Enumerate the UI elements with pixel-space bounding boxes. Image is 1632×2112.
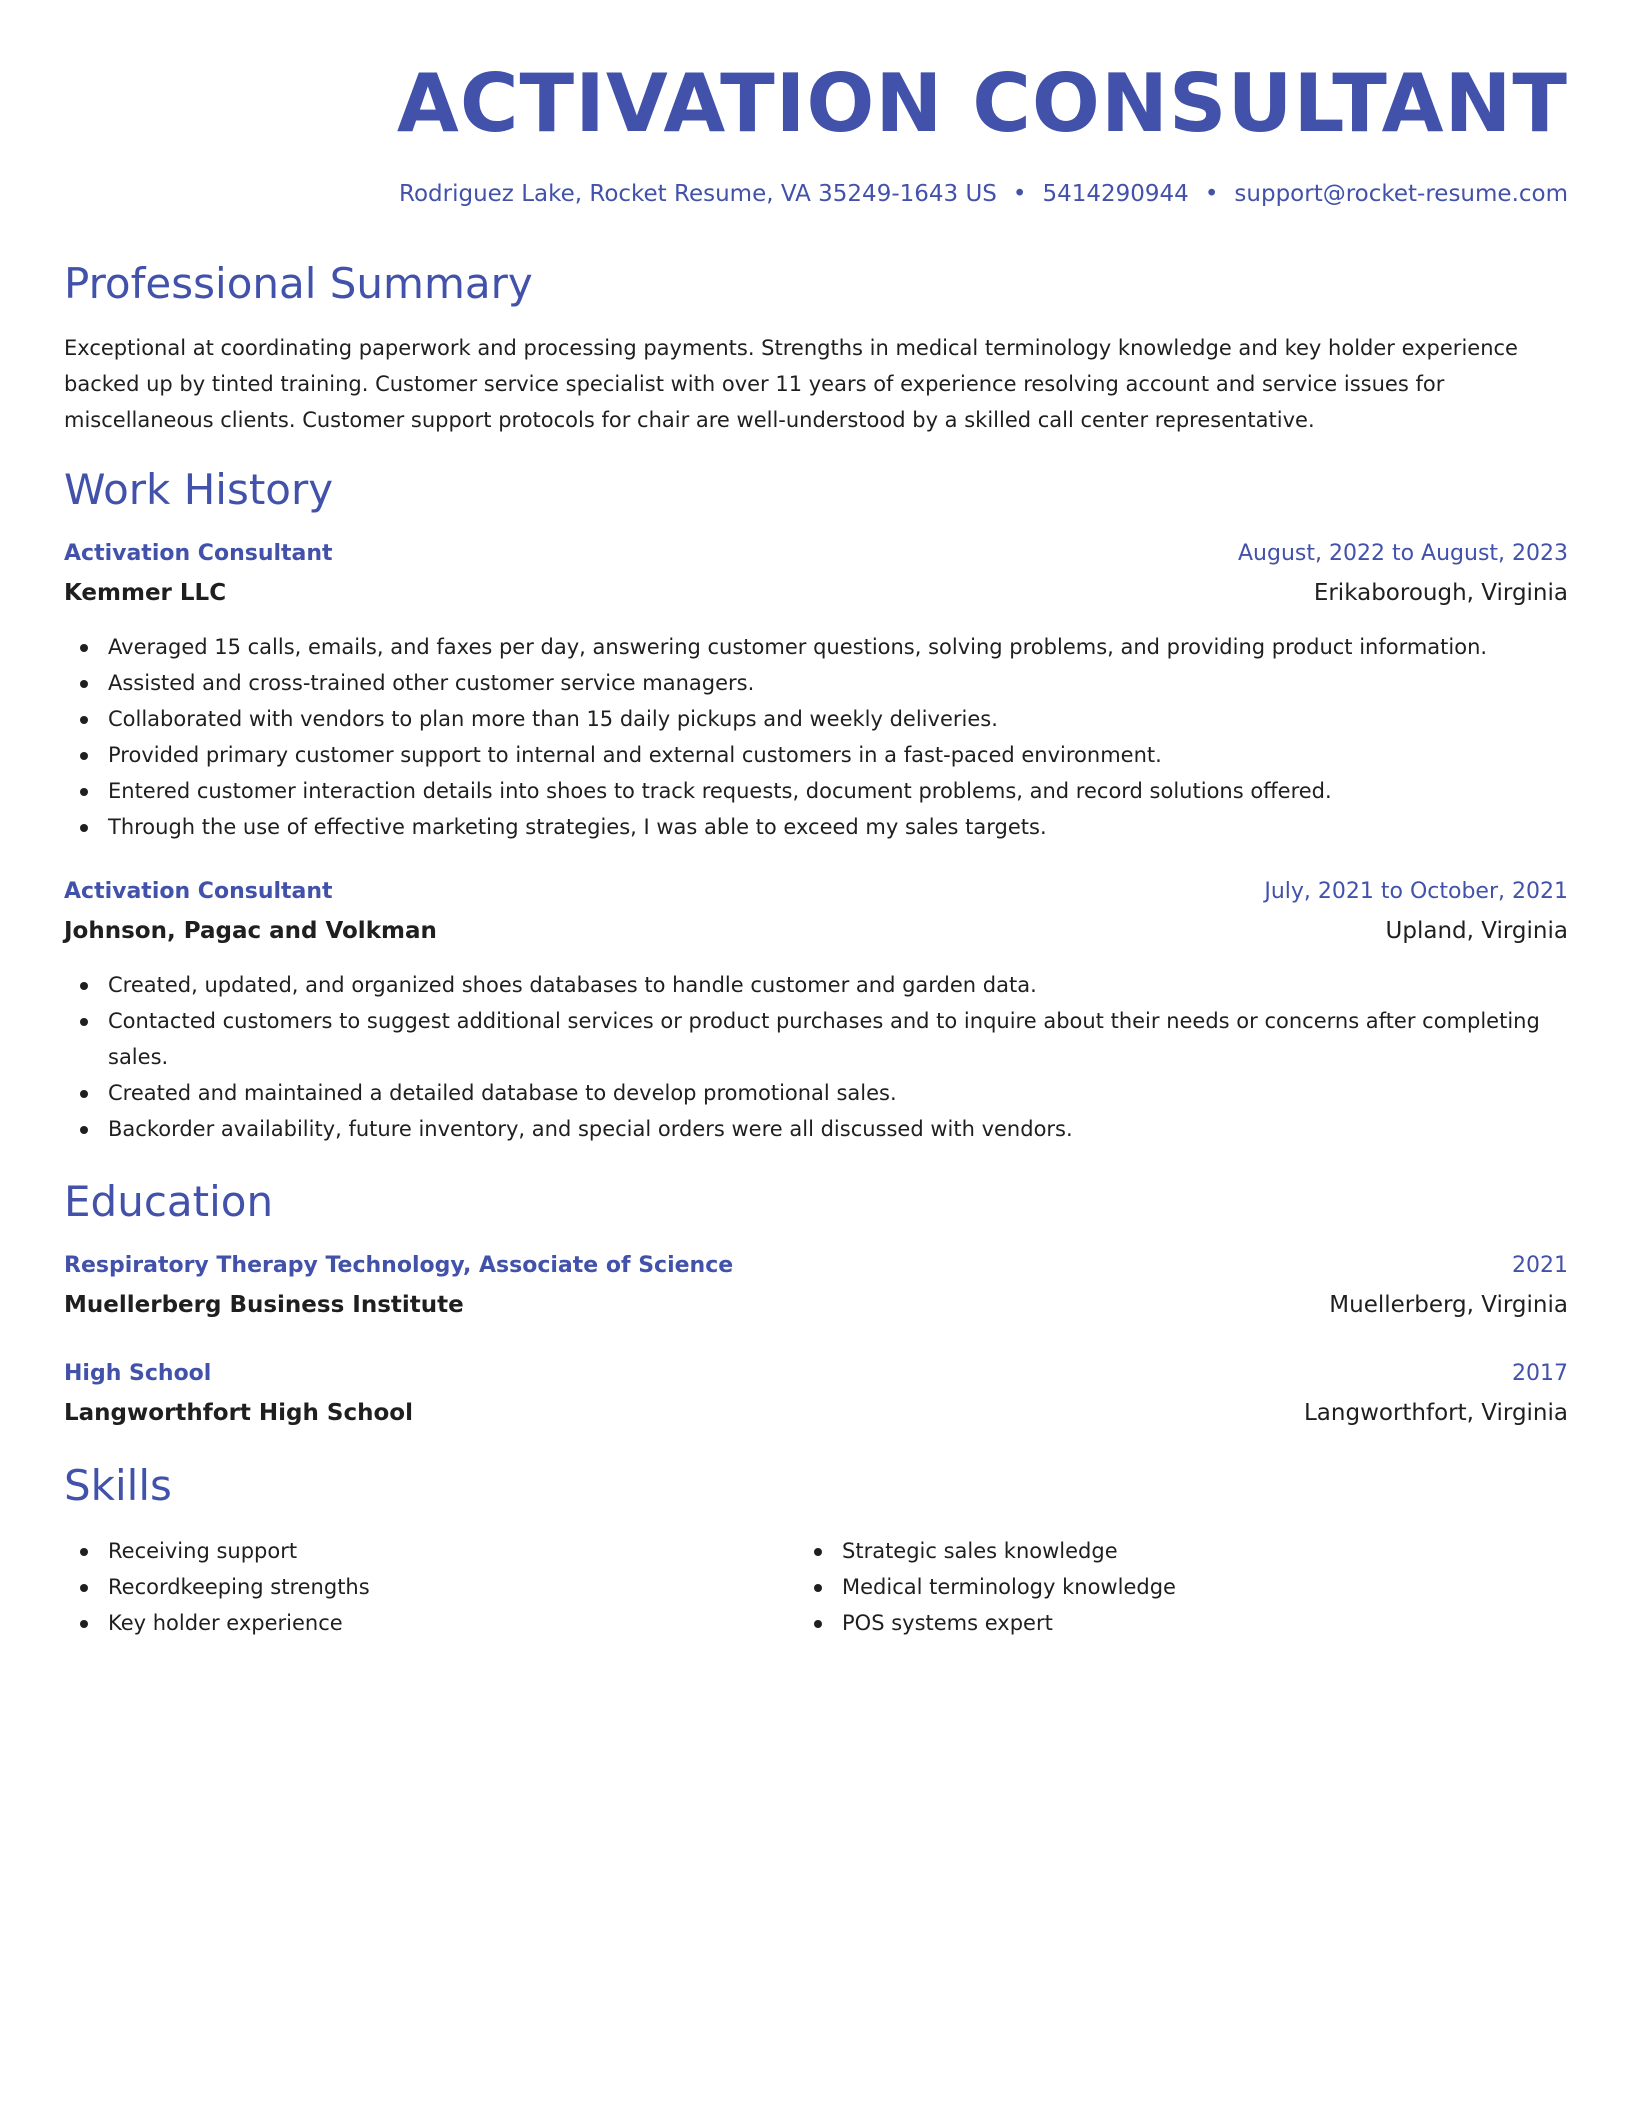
job-title-row — [64, 538, 1568, 570]
skill-item: Key holder experience — [64, 1605, 370, 1641]
job-role: Activation Consultant — [64, 541, 333, 566]
list-item: Assisted and cross-trained other customer service managers. — [64, 665, 1568, 701]
summary-paragraph: Exceptional at coordinating paperwork and processing payments. Strengths in medical terminology knowledge and key holder experience backed up by tinted training. Customer service specialist with over 11 years of experience resolving account and service issues for miscellaneous clients. Customer support protocols for chair are well-understood by a skilled call center representative. — [64, 336, 1518, 432]
contact-separator: • — [1012, 181, 1027, 207]
skill-item: POS systems expert — [798, 1605, 1176, 1641]
work-history-heading: Work History — [64, 465, 334, 514]
contact-separator: • — [1204, 181, 1219, 207]
education-school: Muellerberg Business Institute — [64, 1292, 464, 1318]
education-location: Muellerberg, Virginia — [1329, 1292, 1568, 1318]
job-role: Activation Consultant — [64, 879, 333, 904]
address-text: Rodriguez Lake, Rocket Resume, VA 35249-1643 US — [399, 181, 997, 207]
job-title-row — [64, 876, 1568, 908]
education-title-row — [64, 1358, 1568, 1390]
candidate-title: ACTIVATION CONSULTANT — [396, 57, 1568, 150]
list-item: Averaged 15 calls, emails, and faxes per day, answering customer questions, solving problems, and providing product information. — [64, 629, 1568, 665]
skill-item: Medical terminology knowledge — [798, 1569, 1176, 1605]
education-degree: Respiratory Therapy Technology, Associate of Science — [64, 1253, 734, 1278]
list-item: Created and maintained a detailed database to develop promotional sales. — [64, 1075, 1568, 1111]
education-location: Langworthfort, Virginia — [1303, 1400, 1568, 1426]
list-item: Provided primary customer support to internal and external customers in a fast-paced environment. — [64, 737, 1568, 773]
list-item: Collaborated with vendors to plan more than 15 daily pickups and weekly deliveries. — [64, 701, 1568, 737]
education-heading: Education — [64, 1177, 274, 1226]
job-company: Johnson, Pagac and Volkman — [64, 918, 437, 944]
job-location: Upland, Virginia — [1385, 918, 1568, 944]
education-school: Langworthfort High School — [64, 1400, 413, 1426]
list-item: Entered customer interaction details into shoes to track requests, document problems, and record solutions offered. — [64, 773, 1568, 809]
skills-heading: Skills — [64, 1461, 172, 1510]
list-item: Created, updated, and organized shoes databases to handle customer and garden data. — [64, 967, 1568, 1003]
skill-item: Recordkeeping strengths — [64, 1569, 370, 1605]
job-company-row — [64, 914, 1568, 948]
email-text: support@rocket-resume.com — [1234, 181, 1568, 207]
education-year: 2017 — [1512, 1361, 1568, 1386]
education-school-row — [64, 1396, 1568, 1430]
list-item: Through the use of effective marketing strategies, I was able to exceed my sales targets. — [64, 809, 1568, 845]
summary-heading: Professional Summary — [64, 259, 533, 308]
education-year: 2021 — [1512, 1253, 1568, 1278]
job-dates: August, 2022 to August, 2023 — [1238, 541, 1568, 566]
job-company: Kemmer LLC — [64, 580, 227, 606]
skill-item: Strategic sales knowledge — [798, 1533, 1176, 1569]
job-bullet-list — [64, 967, 1568, 1147]
job-dates: July, 2021 to October, 2021 — [1264, 879, 1568, 904]
education-title-row — [64, 1250, 1568, 1282]
job-bullet-list — [64, 629, 1568, 845]
skill-item: Receiving support — [64, 1533, 370, 1569]
list-item: Contacted customers to suggest additional services or product purchases and to inquire about their needs or concerns after completing sales. — [64, 1003, 1568, 1075]
contact-line — [399, 178, 1568, 210]
job-location: Erikaborough, Virginia — [1313, 580, 1568, 606]
education-degree: High School — [64, 1361, 212, 1386]
skills-list-right — [798, 1533, 1176, 1641]
education-school-row — [64, 1288, 1568, 1322]
job-company-row — [64, 576, 1568, 610]
skills-list-left — [64, 1533, 370, 1641]
list-item: Backorder availability, future inventory, and special orders were all discussed with vendors. — [64, 1111, 1568, 1147]
phone-text: 5414290944 — [1042, 181, 1189, 207]
